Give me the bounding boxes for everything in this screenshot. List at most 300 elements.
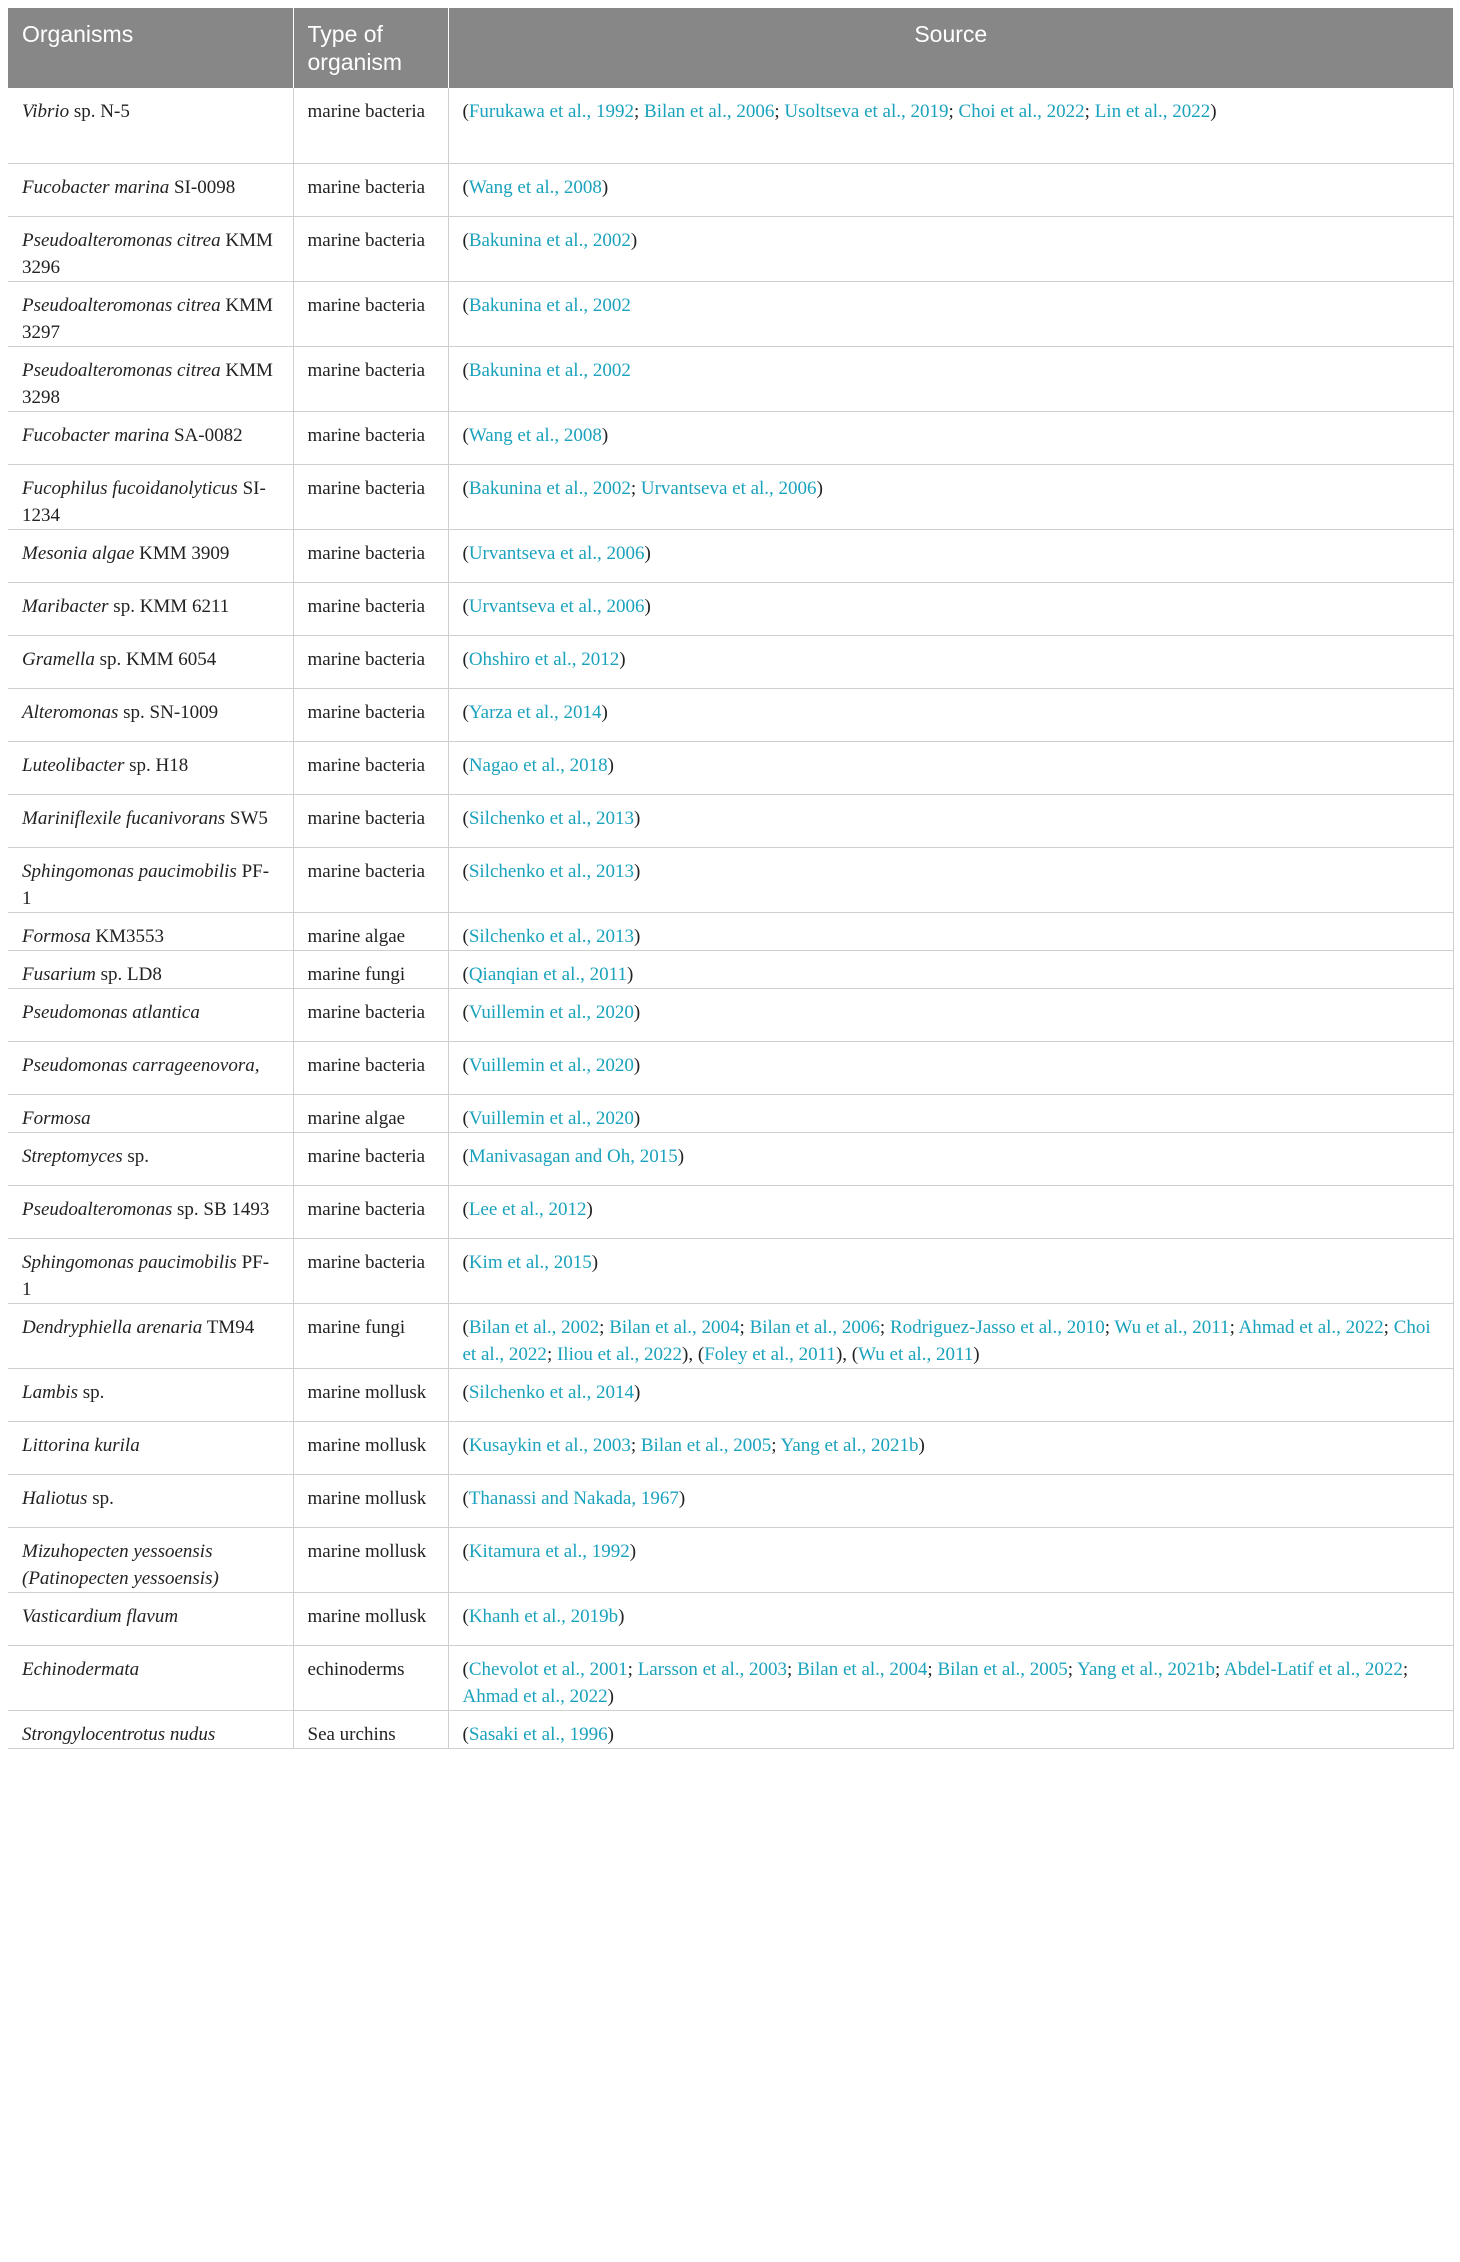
organism-strain: KMM 3909 [134,542,230,564]
organism-type-cell: marine mollusk [293,1421,448,1474]
organism-cell [8,1592,293,1645]
citation-link[interactable]: Silchenko et al., 2014 [468,1381,634,1403]
source-cell [448,529,1453,582]
organism-type-cell: marine bacteria [293,688,448,741]
organism-name: Strongylocentrotus nudus [22,1723,216,1745]
citation-punctuation: ) [633,1001,641,1023]
citation-punctuation: ; [948,101,959,122]
source-cell [448,163,1453,216]
organism-type-cell: echinoderms [293,1645,448,1710]
table-row [8,950,1453,988]
source-cell [448,281,1453,346]
table-row [8,1527,1453,1592]
citation-punctuation: ; [633,101,645,122]
citation-punctuation: ) [630,229,638,251]
citation-link[interactable]: Bilan et al., 2006 [749,1316,880,1338]
source-cell [448,635,1453,688]
table-row [8,281,1453,346]
table-row [8,346,1453,411]
organism-name: Dendryphiella arenaria [22,1316,203,1338]
organism-cell [8,1303,293,1368]
citation-punctuation: ) [601,701,608,723]
organism-name: Pseudomonas atlantica [22,1001,200,1023]
table-row [8,464,1453,529]
citation-link[interactable]: Ahmad et al., 2022 [462,1685,608,1707]
organism-type-cell: marine bacteria [293,847,448,912]
citation-link[interactable]: Qianqian et al., 2011 [468,963,627,985]
citation-punctuation: ) [633,1054,641,1076]
citation-link[interactable]: Bilan et al., 2004 [797,1658,928,1680]
citation-punctuation: ( [462,176,469,198]
citation-link[interactable]: Choi et al., 2022 [462,1316,1431,1365]
citation-punctuation: ) [607,1723,614,1745]
citation-punctuation: ) [918,1434,925,1456]
organism-type-cell: marine fungi [293,950,448,988]
organism-cell [8,88,293,163]
citation-link[interactable]: Silchenko et al., 2013 [468,860,634,882]
citation-link[interactable]: Vuillemin et al., 2020 [468,1001,634,1023]
source-cell [448,216,1453,281]
source-cell [448,1645,1453,1710]
citation-link[interactable]: Bilan et al., 2006 [644,101,775,122]
organism-name: Fucophilus fucoidanolyticus [22,477,238,499]
source-cell [448,988,1453,1041]
citation-punctuation: ; [774,101,785,122]
citation-punctuation: ) [816,477,823,499]
citation-punctuation: ) [633,1107,641,1129]
table-row [8,741,1453,794]
organism-type-cell: marine mollusk [293,1592,448,1645]
citation-link[interactable]: Manivasagan and Oh, 2015 [468,1145,678,1167]
organism-type-cell: marine bacteria [293,464,448,529]
source-cell [448,1041,1453,1094]
organism-type-cell: marine bacteria [293,741,448,794]
organism-name: Fucobacter marina [22,424,170,446]
source-cell [448,88,1453,163]
organism-name: Pseudoalteromonas citrea [22,294,221,316]
organism-strain: TM94 [202,1316,255,1338]
organism-type-cell: marine bacteria [293,1132,448,1185]
citation-link[interactable]: Urvantseva et al., 2006 [640,477,817,499]
citation-punctuation: ; [1215,1658,1225,1680]
citation-punctuation: ; [1229,1316,1239,1338]
organism-cell [8,1132,293,1185]
citation-punctuation: ) [634,1381,641,1403]
table-row [8,529,1453,582]
organism-type-cell: marine bacteria [293,216,448,281]
organism-type-cell: marine bacteria [293,529,448,582]
table-row [8,635,1453,688]
citation-punctuation: ) [1210,101,1217,122]
organism-type-cell: marine bacteria [293,1185,448,1238]
organism-type-cell: marine algae [293,1094,448,1132]
source-cell [448,582,1453,635]
organism-strain: PF-1 [22,1251,270,1300]
organism-strain: KMM 3296 [22,229,273,278]
organism-type-cell: marine bacteria [293,1238,448,1303]
organism-name: Haliotus [22,1487,88,1509]
citation-punctuation: ) [607,1685,614,1707]
citation-punctuation: ; [879,1316,890,1338]
citation-punctuation: ; [627,1658,638,1680]
citation-punctuation: ( [462,807,469,829]
citation-link[interactable]: Ahmad et al., 2022 [1238,1316,1384,1338]
organism-name: Pseudoalteromonas citrea [22,359,221,381]
organism-cell [8,582,293,635]
citation-punctuation: ), ( [682,1343,705,1365]
citation-link[interactable]: Usoltseva et al., 2019 [784,101,949,122]
organism-cell [8,529,293,582]
organism-name: Vasticardium flavum [22,1605,179,1627]
citation-punctuation: ( [462,477,469,499]
citation-punctuation: ( [462,542,469,564]
citation-link[interactable]: Chevolot et al., 2001 [468,1658,628,1680]
citation-punctuation: ; [1402,1658,1409,1680]
citation-link[interactable]: Bilan et al., 2002 [468,1316,600,1338]
source-cell [448,1592,1453,1645]
citation-punctuation: ) [626,963,634,985]
citation-punctuation: ( [462,1434,469,1456]
citation-punctuation: ( [462,963,469,985]
citation-punctuation: ( [462,1251,469,1273]
citation-link[interactable]: Kim et al., 2015 [468,1251,592,1273]
organism-cell [8,741,293,794]
organism-cell [8,1421,293,1474]
organism-name: Maribacter [22,595,109,617]
organism-type-cell: marine algae [293,912,448,950]
source-cell [448,1094,1453,1132]
organism-name: Pseudoalteromonas [22,1198,173,1220]
citation-punctuation: ) [629,1540,637,1562]
citation-punctuation: ( [462,229,469,251]
citation-link[interactable]: Foley et al., 2011 [704,1343,836,1365]
citation-link[interactable]: Vuillemin et al., 2020 [468,1107,634,1129]
source-cell [448,1527,1453,1592]
citation-link[interactable]: Silchenko et al., 2013 [468,807,634,829]
citation-punctuation: ( [462,1198,469,1220]
organism-type-cell: marine bacteria [293,411,448,464]
organism-cell [8,847,293,912]
organism-name: Streptomyces [22,1145,123,1167]
organism-name: Mizuhopecten yessoensis (Patinopecten yessoensis) [22,1540,219,1589]
source-cell [448,1303,1453,1368]
organism-cell [8,464,293,529]
organism-name: Pseudomonas carrageenovora, [22,1054,260,1076]
organisms-table [8,8,1454,1749]
citation-link[interactable]: Iliou et al., 2022 [556,1343,683,1365]
table-row [8,988,1453,1041]
citation-punctuation: ), ( [835,1343,859,1365]
citation-punctuation: ; [1084,101,1095,122]
source-cell [448,950,1453,988]
citation-punctuation: ( [462,1054,469,1076]
citation-punctuation: ) [601,176,609,198]
table-body [8,88,1453,1748]
citation-punctuation: ; [630,477,641,499]
citation-link[interactable]: Lin et al., 2022 [1094,101,1211,122]
organism-strain: PF-1 [22,860,270,909]
organism-name: Luteolibacter [22,754,125,776]
organism-cell [8,950,293,988]
citation-punctuation: ; [546,1343,557,1365]
organism-cell [8,1368,293,1421]
organism-cell [8,1645,293,1710]
organism-cell [8,1238,293,1303]
citation-punctuation: ) [973,1343,980,1365]
citation-link[interactable]: Yarza et al., 2014 [468,701,602,723]
citation-link[interactable]: Yang et al., 2021b [780,1434,919,1456]
organism-name: Vibrio [22,101,70,122]
organism-name: Mesonia algae [22,542,135,564]
table-row [8,1132,1453,1185]
citation-punctuation: ( [462,1001,469,1023]
citation-punctuation: ) [634,925,641,947]
table-row [8,216,1453,281]
citation-punctuation: ) [607,754,614,776]
organism-strain: sp. N-5 [69,101,130,122]
table-row [8,163,1453,216]
citation-punctuation: ; [771,1434,781,1456]
organism-type-cell: Sea urchins [293,1710,448,1748]
organism-strain: sp. SN-1009 [118,701,219,723]
organism-strain: sp. SB 1493 [172,1198,270,1220]
citation-punctuation: ; [739,1316,750,1338]
organism-type-cell: marine mollusk [293,1368,448,1421]
citation-link[interactable]: Abdel-Latif et al., 2022 [1224,1658,1403,1680]
citation-punctuation: ; [630,1434,641,1456]
header-row [8,8,1453,88]
citation-punctuation: ) [601,424,609,446]
citation-punctuation: ( [462,860,469,882]
organism-type-cell: marine bacteria [293,582,448,635]
citation-punctuation: ( [462,1540,469,1562]
table-row [8,912,1453,950]
citation-link[interactable]: Bakunina et al., 2002 [468,359,631,381]
organism-name: Formosa [22,925,91,947]
source-cell [448,847,1453,912]
source-cell [448,1238,1453,1303]
organism-cell [8,912,293,950]
organism-strain: SW5 [225,807,268,829]
citation-punctuation: ) [644,542,651,564]
organism-cell [8,988,293,1041]
table-row [8,1474,1453,1527]
organism-strain: SI-0098 [169,176,236,198]
organism-strain: sp. [122,1145,150,1167]
table-row [8,1421,1453,1474]
organism-cell [8,1041,293,1094]
citation-link[interactable]: Yang et al., 2021b [1077,1658,1216,1680]
citation-link[interactable]: Urvantseva et al., 2006 [468,595,645,617]
table-row [8,1303,1453,1368]
organism-name: Echinodermata [22,1658,140,1680]
header-source: Source [448,8,1453,88]
organism-name: Lambis [22,1381,78,1403]
citation-punctuation: ) [678,1487,686,1509]
organism-strain: SA-0082 [169,424,243,446]
organism-name: Formosa [22,1107,91,1129]
source-cell [448,1132,1453,1185]
organism-name: Alteromonas [22,701,119,723]
citation-punctuation: ; [1104,1316,1115,1338]
citation-punctuation: ( [462,1381,469,1403]
citation-punctuation: ) [619,648,626,670]
table-row [8,794,1453,847]
citation-link[interactable]: Thanassi and Nakada, 1967 [468,1487,679,1509]
citation-link[interactable]: Silchenko et al., 2013 [468,925,634,947]
citation-punctuation: ) [591,1251,599,1273]
citation-punctuation: ) [618,1605,625,1627]
organism-strain: sp. [77,1381,105,1403]
citation-link[interactable]: Ohshiro et al., 2012 [468,648,620,670]
header-organisms: Organisms [8,8,293,88]
organism-cell [8,1710,293,1748]
organism-name: Fusarium [22,963,96,985]
organism-type-cell: marine bacteria [293,635,448,688]
citation-link[interactable]: Bilan et al., 2005 [640,1434,772,1456]
organism-cell [8,163,293,216]
table-row [8,688,1453,741]
organism-type-cell: marine bacteria [293,281,448,346]
source-cell [448,1185,1453,1238]
citation-punctuation: ( [462,1316,469,1338]
citation-punctuation: ) [677,1145,685,1167]
citation-punctuation: ( [462,754,469,776]
organism-strain: sp. KMM 6054 [94,648,217,670]
organism-cell [8,281,293,346]
organism-name: Fucobacter marina [22,176,170,198]
citation-link[interactable]: Sasaki et al., 1996 [468,1723,608,1745]
citation-link[interactable]: Kitamura et al., 1992 [468,1540,630,1562]
citation-punctuation: ( [462,1107,469,1129]
organism-type-cell: marine bacteria [293,346,448,411]
organism-cell [8,794,293,847]
citation-punctuation: ( [462,1605,469,1627]
table-row [8,1041,1453,1094]
organism-name: Mariniflexile fucanivorans [22,807,226,829]
source-cell [448,794,1453,847]
citation-link[interactable]: Bilan et al., 2005 [937,1658,1068,1680]
citation-link[interactable]: Wu et al., 2011 [1114,1316,1230,1338]
citation-punctuation: ) [644,595,651,617]
citation-link[interactable]: Bakunina et al., 2002 [468,229,631,251]
citation-link[interactable]: Wang et al., 2008 [468,176,602,198]
organism-type-cell: marine bacteria [293,1041,448,1094]
organism-type-cell: marine fungi [293,1303,448,1368]
organism-name: Sphingomonas paucimobilis [22,1251,237,1273]
citation-link[interactable]: Bilan et al., 2004 [609,1316,740,1338]
organism-strain: sp. [87,1487,114,1509]
organism-cell [8,688,293,741]
citation-link[interactable]: Khanh et al., 2019b [468,1605,619,1627]
citation-link[interactable]: Rodriguez-Jasso et al., 2010 [889,1316,1105,1338]
organism-type-cell: marine bacteria [293,794,448,847]
organism-type-cell: marine bacteria [293,163,448,216]
citation-punctuation: ( [462,1658,469,1680]
organism-name: Sphingomonas paucimobilis [22,860,237,882]
organism-strain: KMM 3298 [22,359,273,408]
organism-name: Littorina kurila [22,1434,140,1456]
source-cell [448,688,1453,741]
organism-cell [8,1474,293,1527]
organism-type-cell: marine bacteria [293,988,448,1041]
organism-cell [8,411,293,464]
table-row [8,1094,1453,1132]
citation-link[interactable]: Furukawa et al., 1992 [468,101,634,122]
source-cell [448,411,1453,464]
source-cell [448,912,1453,950]
citation-punctuation: ) [586,1198,593,1220]
citation-punctuation: ( [462,1487,469,1509]
organism-strain: SI-1234 [22,477,266,526]
source-cell [448,1710,1453,1748]
table-row [8,1592,1453,1645]
citation-punctuation: ; [927,1658,938,1680]
organism-name: Gramella [22,648,95,670]
table-row [8,1185,1453,1238]
source-cell [448,1474,1453,1527]
table-row [8,582,1453,635]
citation-punctuation: ; [599,1316,610,1338]
organism-cell [8,216,293,281]
organism-strain: sp. H18 [124,754,189,776]
table-row [8,847,1453,912]
table-row [8,1710,1453,1748]
citation-link[interactable]: Bakunina et al., 2002 [468,294,631,316]
citation-punctuation: ( [462,101,469,122]
header-type: Type of organism [293,8,448,88]
organism-name: Pseudoalteromonas citrea [22,229,221,251]
source-cell [448,346,1453,411]
citation-punctuation: ; [1067,1658,1078,1680]
organism-strain: KMM 3297 [22,294,273,343]
citation-punctuation: ( [462,925,469,947]
organism-type-cell: marine mollusk [293,1474,448,1527]
citation-punctuation: ) [634,807,641,829]
citation-punctuation: ( [462,294,469,316]
citation-punctuation: ( [462,359,469,381]
citation-punctuation: ( [462,1145,469,1167]
citation-link[interactable]: Wang et al., 2008 [468,424,602,446]
citation-link[interactable]: Bakunina et al., 2002 [468,477,631,499]
organism-cell [8,635,293,688]
organism-cell [8,1094,293,1132]
citation-punctuation: ( [462,595,469,617]
citation-link[interactable]: Nagao et al., 2018 [468,754,608,776]
table-row [8,88,1453,163]
citation-link[interactable]: Lee et al., 2012 [468,1198,587,1220]
citation-link[interactable]: Urvantseva et al., 2006 [468,542,645,564]
citation-link[interactable]: Kusaykin et al., 2003 [468,1434,631,1456]
citation-link[interactable]: Wu et al., 2011 [858,1343,974,1365]
citation-punctuation: ( [462,701,469,723]
table-row [8,411,1453,464]
citation-link[interactable]: Choi et al., 2022 [958,101,1085,122]
citation-punctuation: ; [1383,1316,1394,1338]
citation-punctuation: ( [462,648,469,670]
citation-link[interactable]: Larsson et al., 2003 [637,1658,788,1680]
organism-strain: sp. KMM 6211 [108,595,230,617]
source-cell [448,741,1453,794]
organism-type-cell: marine mollusk [293,1527,448,1592]
citation-punctuation: ) [634,860,641,882]
citation-link[interactable]: Vuillemin et al., 2020 [468,1054,634,1076]
organism-cell [8,1527,293,1592]
table-row [8,1238,1453,1303]
organism-type-cell: marine bacteria [293,88,448,163]
organism-cell [8,1185,293,1238]
citation-punctuation: ( [462,1723,469,1745]
